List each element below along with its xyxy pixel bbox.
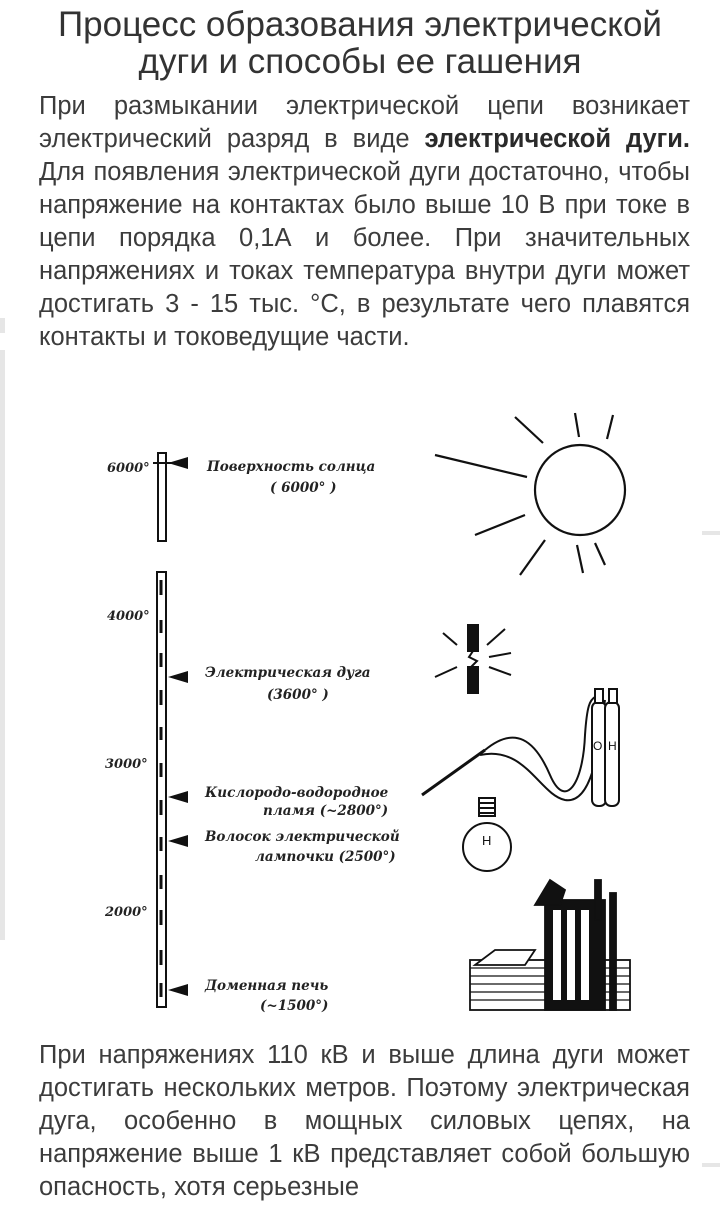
scale-label-4000: 4000°	[107, 609, 150, 624]
intro-text-start: При размыкании электрической цепи возникает электрический разряд в виде	[39, 92, 690, 153]
label-arc-line1: Электрическая дуга	[205, 665, 371, 681]
label-sun-line1: Поверхность солнца	[207, 459, 376, 475]
page-edge-right-upper	[702, 531, 720, 535]
title-line-1: Процесс образования электрической	[58, 5, 662, 44]
scale-label-3000: 3000°	[105, 757, 148, 772]
page-edge-right-lower	[702, 1163, 720, 1167]
temperature-figure	[95, 405, 700, 1030]
scale-label-2000: 2000°	[105, 905, 148, 920]
label-torch-line2: пламя (~2800°)	[263, 803, 389, 819]
cylinder-letter-h: H	[608, 739, 617, 753]
label-furnace-line2: (~1500°)	[260, 998, 329, 1014]
pointer-arrow-sun	[168, 457, 188, 469]
electric-arc-icon	[435, 625, 511, 693]
bold-term: электрической дуги.	[424, 125, 691, 153]
page-edge-left-upper	[0, 318, 5, 333]
label-torch-line1: Кислородо-водородное	[205, 785, 389, 801]
sun-icon	[435, 413, 625, 575]
light-bulb-icon	[463, 798, 511, 871]
scale-bar-lower	[157, 572, 166, 1007]
pointer-arrow-furnace	[168, 984, 188, 996]
temperature-illustration	[95, 405, 700, 1030]
label-filament-line1: Волосок электрической	[205, 829, 400, 845]
gas-torch-icon	[422, 689, 619, 806]
pointer-arrow-filament	[168, 835, 188, 847]
label-sun-line2: ( 6000° )	[270, 480, 337, 496]
closing-paragraph: При напряжениях 110 кВ и выше длина дуги может достигать нескольких метров. Поэтому электрическая дуга, особенно в мощных силовых цепях, на напряжение выше 1 кВ представляет собой большую опасность, хотя серьезные	[39, 1041, 690, 1201]
title-line-2: дуги и способы ее гашения	[138, 42, 582, 81]
intro-text-end: Для появления электрической дуги достаточно, чтобы напряжение на контактах было выше 10 В при токе в цепи порядка 0,1А и более. При значительных напряжениях и токах температура внутри дуги может достигать 3 - 15 тыс. °С, в результате чего плавятся контакты и токоведущие части.	[39, 158, 690, 351]
label-arc-line2: (3600° )	[267, 687, 329, 703]
pointer-arrow-torch	[168, 791, 188, 803]
page-title	[0, 6, 720, 80]
label-furnace-line1: Доменная печь	[205, 978, 329, 994]
intro-paragraph	[39, 90, 690, 354]
bulb-letter: H	[482, 833, 492, 848]
blast-furnace-icon	[470, 880, 630, 1010]
cylinder-letter-o: O	[593, 739, 603, 753]
page-edge-left-lower	[0, 350, 5, 940]
scale-label-6000: 6000°	[107, 461, 150, 476]
pointer-arrow-arc	[168, 671, 188, 683]
label-filament-line2: лампочки (2500°)	[255, 849, 396, 865]
scale-bar-upper	[158, 453, 166, 541]
